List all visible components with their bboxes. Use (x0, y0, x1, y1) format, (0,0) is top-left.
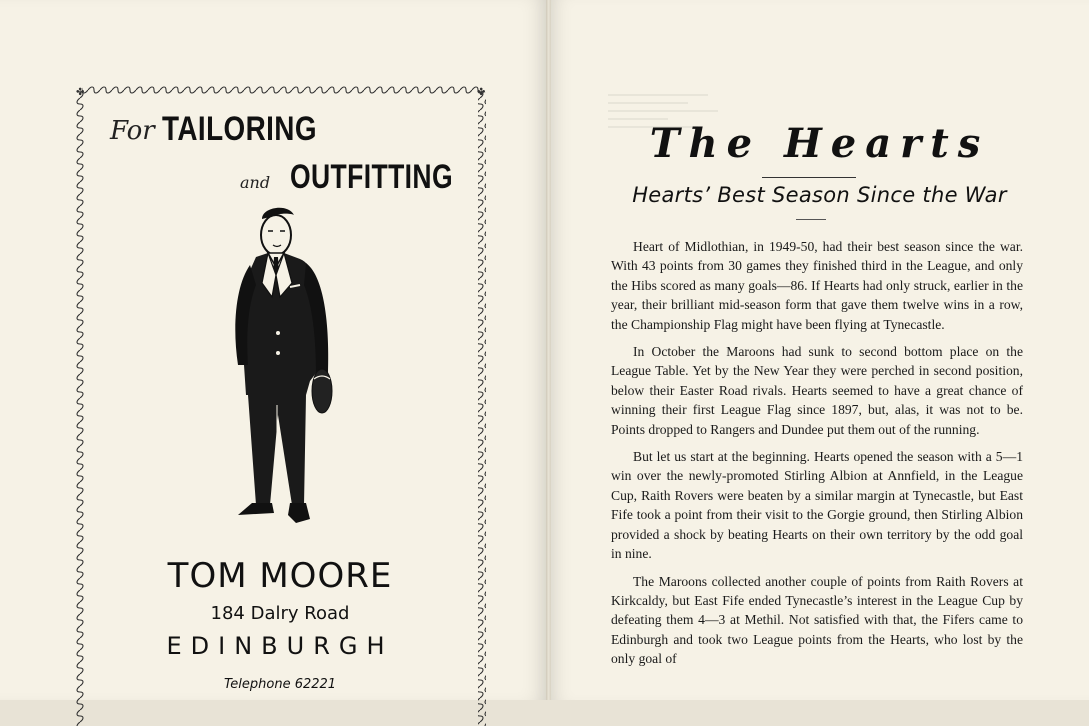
title-divider (762, 177, 856, 178)
advert-and-text: and (240, 173, 271, 192)
article-body (611, 237, 1023, 677)
advert-address: 184 Dalry Road (210, 603, 350, 624)
article-subtitle: Hearts’ Best Season Since the War (632, 183, 1007, 207)
subtitle-divider (796, 219, 826, 220)
advert-city: EDINBURGH (166, 632, 394, 660)
advert-for-text: For (110, 116, 155, 146)
article-paragraph: But let us start at the beginning. Hearts opened the season with a 5—1 win over the newly-promoted Stirling Albion at Annfield, in the League Cup, Raith Rovers were beaten by a similar margin at Tynecastle, but East Fife took a point from their visit to the Gorgie ground, then Stirling Albion provided a shock by beating Hearts on their own territory by the odd goal in nine. (611, 449, 1023, 562)
article-paragraph: In October the Maroons had sunk to second bottom place on the League Table. Yet by the New Year they were perched in second position, below their Easter Road rivals. Hearts seemed to have a great chance of winning their first League Flag since 1897, but, alas, it was not to be. Points dropped to Rangers and Dundee put them out of the running. (611, 344, 1023, 437)
svg-text:✤: ✤ (76, 87, 85, 98)
advert-outfitting-heading: OUTFITTING (290, 158, 453, 196)
suited-man-illustration (218, 205, 348, 554)
advert-shop-name: TOM MOORE (167, 556, 393, 596)
article-paragraph: Heart of Midlothian, in 1949-50, had their best season since the war. With 43 points from 30 games they finished third in the League, and only the Hibs scored as many goals—86. If Hearts had only struck, earlier in the year, their brilliant mid-season form that gave them twelve wins in a row, the Championship Flag might have been flying at Tynecastle. (611, 239, 1023, 332)
article-title: The Hearts (649, 120, 990, 167)
svg-text:✤: ✤ (477, 87, 486, 98)
advert-tailoring-heading: TAILORING (162, 110, 317, 148)
article-paragraph: The Maroons collected another couple of points from Raith Rovers at Kirkcaldy, but East Fife ended Tynecastle’s interest in the League Cup by defeating them 4—3 at Methil. Not satisfied with that, the Fifers came to Edinburgh and took two League points from the Hearts, who lost by the only goal of (611, 573, 1023, 667)
advert-telephone: Telephone 62221 (223, 677, 337, 692)
